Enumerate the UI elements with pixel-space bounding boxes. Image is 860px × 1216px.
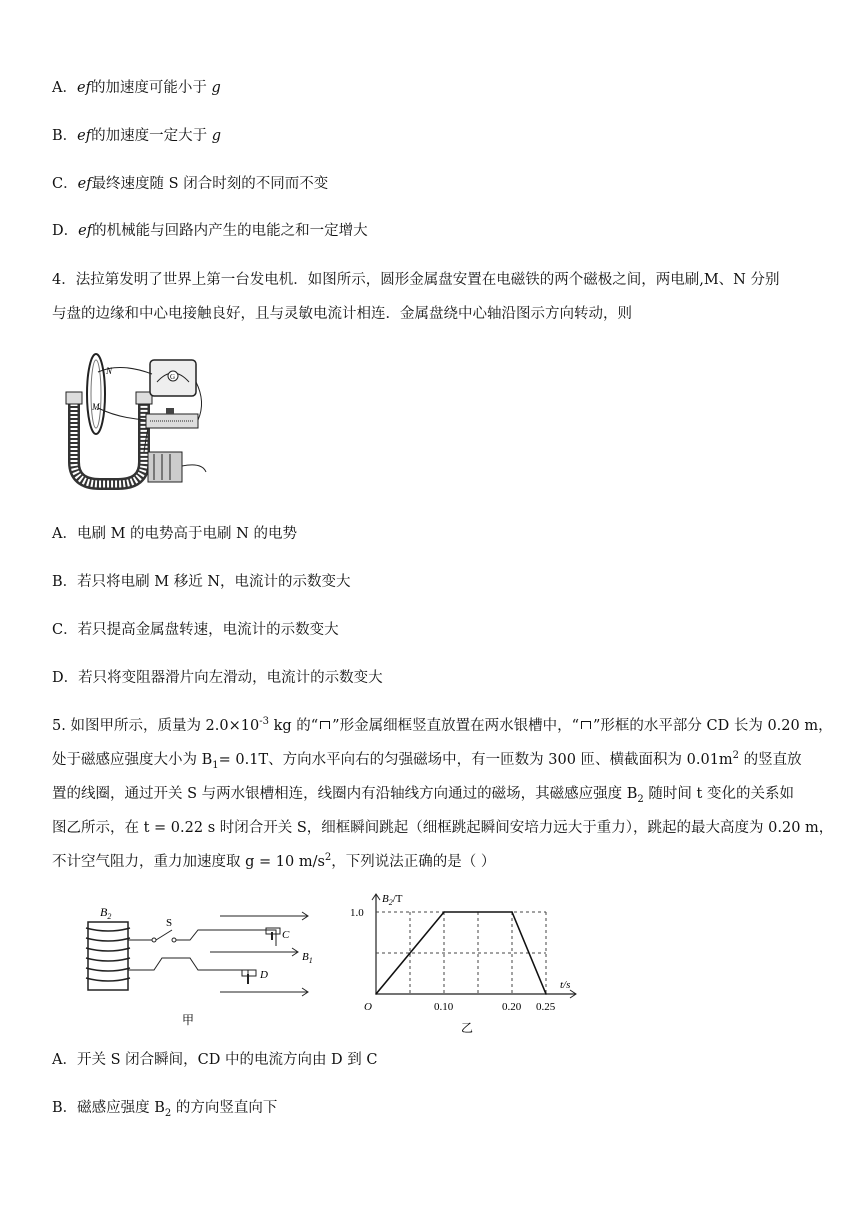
- figure-jia: [80, 900, 320, 1030]
- x-tick-label-1: 0.20: [502, 1001, 522, 1013]
- figure-yi-chart: [340, 884, 600, 1034]
- data-point-2: [511, 911, 513, 913]
- origin-label: O: [364, 1001, 372, 1013]
- q4-stem-line1: 4．法拉第发明了世界上第一台发电机．如图所示，圆形金属盘安置在电磁铁的两个磁极之间，两电刷,M、N 分别: [52, 272, 780, 288]
- caption-jia: 甲: [182, 1013, 195, 1027]
- y-axis-label: $B_2/T$: [382, 893, 403, 907]
- q3-option-b: B．ef的加速度一定大于 g: [52, 128, 222, 144]
- label-m: M: [92, 402, 100, 412]
- q3-option-c: C．ef最终速度随 S 闭合时刻的不同而不变: [52, 176, 329, 192]
- frame-symbol: [320, 721, 330, 729]
- q3-option-d: D．ef的机械能与回路内产生的电能之和一定增大: [52, 223, 368, 239]
- q4-option-c: C．若只提高金属盘转速，电流计的示数变大: [52, 622, 339, 638]
- frame-symbol: [581, 721, 591, 729]
- x-tick-label-2: 0.25: [536, 1001, 556, 1013]
- q5-option-b: B．磁感应强度 $B_2$ 的方向竖直向下: [52, 1100, 278, 1119]
- data-point-1: [443, 911, 445, 913]
- label-b2: $B_2$: [100, 905, 112, 921]
- label-b1: $B_1$: [302, 951, 313, 965]
- data-point-3: [545, 993, 547, 995]
- q4-option-b: B．若只将电刷 M 移近 N，电流计的示数变大: [52, 574, 351, 590]
- caption-yi: 乙: [461, 1021, 474, 1034]
- q5-stem-line5: 不计空气阻力，重力加速度取 g = 10 $m/s^2$，下列说法正确的是（ ）: [52, 852, 496, 870]
- data-point-0: [375, 993, 377, 995]
- q5-stem-line1: 5. 如图甲所示，质量为 $2.0\times 10^{-3}$ kg 的“ ”形金属细框竖直放置在两水银槽中，“ ”形框的水平部分 CD 长为 0.20 m，: [52, 716, 833, 734]
- q5-stem-line4: 图乙所示，在 t = 0.22 s 时闭合开关 S，细框瞬间跳起（细框跳起瞬间安培力远大于重力），跳起的最大高度为 0.20 m，: [52, 820, 834, 836]
- label-c: C: [282, 929, 290, 941]
- q4-stem-line2: 与盘的边缘和中心电接触良好，且与灵敏电流计相连．金属盘绕中心轴沿图示方向转动，则: [52, 306, 632, 322]
- faraday-disk-figure: [60, 352, 210, 490]
- label-n: N: [106, 366, 113, 376]
- x-axis-label: t/s: [560, 979, 571, 991]
- q4-option-d: D．若只将变阻器滑片向左滑动，电流计的示数变大: [52, 670, 383, 686]
- label-d: D: [260, 969, 268, 981]
- q4-option-a: A．电刷 M 的电势高于电刷 N 的电势: [52, 526, 297, 542]
- q5-stem-line3: 置的线圈，通过开关 S 与两水银槽相连，线圈内有沿轴线方向通过的磁场，其磁感应强度 $B_2$ 随时间 t 变化的关系如: [52, 786, 794, 805]
- galvanometer-label: G: [170, 373, 176, 381]
- x-tick-label-0: 0.10: [434, 1001, 454, 1013]
- y-tick-label-0: 1.0: [350, 907, 364, 919]
- q5-option-a: A．开关 S 闭合瞬间，CD 中的电流方向由 D 到 C: [52, 1052, 378, 1068]
- q5-stem-line2: 处于磁感应强度大小为 $B_1= 0.1T$、方向水平向右的匀强磁场中，有一匝数为 300 匝、横截面积为 $0.01m^2$ 的竖直放: [52, 750, 802, 771]
- label-s: S: [166, 917, 173, 929]
- q3-option-a: A．ef的加速度可能小于 g: [52, 80, 221, 96]
